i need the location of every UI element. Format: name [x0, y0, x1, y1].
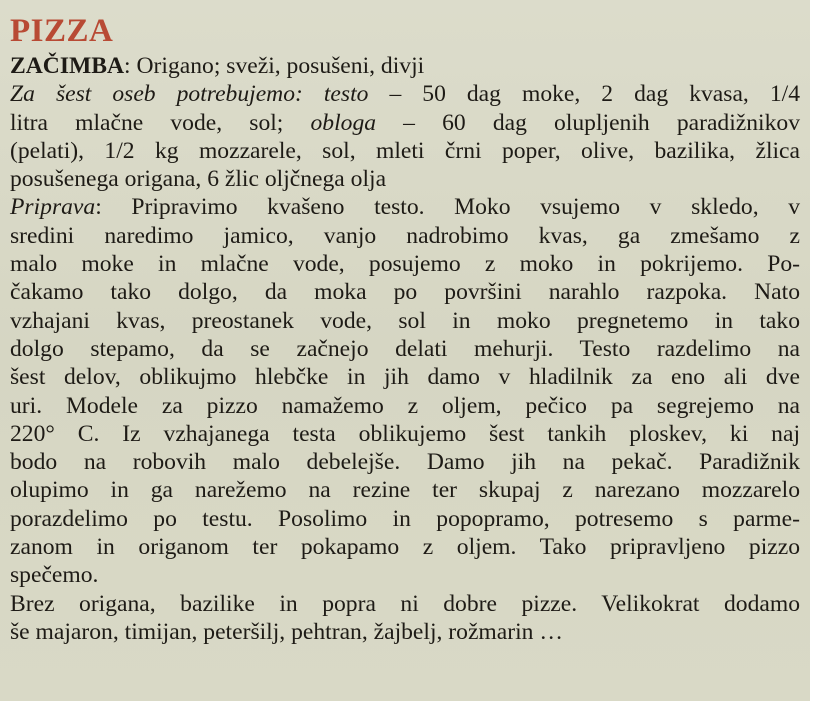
- preparation-line-9: 220° C. Iz vzhajanega testa oblikujemo šest tankih ploskev, ki naj: [10, 420, 800, 447]
- preparation-line-4: čakamo tako dolgo, da moka po površini narahlo razpoka. Nato: [10, 279, 800, 306]
- preparation-line-6: dolgo stepamo, da se začnejo delati mehurji. Testo razdelimo na: [10, 335, 800, 362]
- preparation-line-7: šest delov, oblikujmo hlebčke in jih damo v hladilnik za eno ali dve: [10, 364, 800, 391]
- closing-line-2: še majaron, timijan, peteršilj, pehtran, žajbelj, rožmarin …: [10, 618, 563, 645]
- spice-line: [10, 52, 800, 80]
- ingredients-line-2: [10, 109, 800, 137]
- spice-label: ZAČIMBA: [10, 53, 125, 79]
- preparation-line-11: olupimo in ga narežemo na rezine ter skupaj z narezano mozzarelo: [10, 477, 800, 504]
- preparation-line-3: malo moke in mlačne vode, posujemo z moko in pokrijemo. Po-: [10, 251, 800, 278]
- preparation-text-1: : Pripravimo kvašeno testo. Moko vsujemo v skledo, v: [95, 194, 800, 221]
- preparation-line-13: zanom in origanom ter pokapamo z oljem. Tako pripravljeno pizzo: [10, 534, 800, 561]
- ingredients-line-4: posušenega origana, 6 žlic oljčnega olja: [10, 166, 387, 193]
- ingredients-topping-label: obloga: [310, 109, 377, 136]
- ingredients-line-3: (pelati), 1/2 kg mozzarele, sol, mleti črni poper, olive, bazilika, žlica: [10, 137, 800, 164]
- spice-text: : Origano; sveži, posušeni, divji: [124, 53, 425, 79]
- ingredients-line-1: [10, 80, 800, 108]
- ingredients-text-b: – 60 dag olupljenih paradižnikov: [376, 109, 800, 136]
- preparation-label: Priprava: [10, 194, 96, 221]
- preparation-line-5: vzhajani kvas, preostanek vode, sol in moko pregnetemo in tako: [10, 307, 800, 334]
- closing-line-1: Brez origana, bazilike in popra ni dobre pizze. Velikokrat dodamo: [10, 590, 800, 617]
- preparation-line-14: spečemo.: [10, 562, 99, 589]
- preparation-line-8: uri. Modele za pizzo namažemo z oljem, pečico pa segrejemo na: [10, 392, 800, 419]
- preparation-line-1: [10, 193, 800, 221]
- ingredients-text-a: litra mlačne vode, sol;: [10, 109, 311, 136]
- preparation-line-12: porazdelimo po testu. Posolimo in popopramo, potresemo s parme-: [10, 505, 800, 532]
- ingredients-intro: Za šest oseb potrebujemo: testo: [10, 81, 369, 108]
- preparation-line-2: sredini naredimo jamico, vanjo nadrobimo kvas, ga zmešamo z: [10, 222, 800, 249]
- preparation-line-10: bodo na robovih malo debelejše. Damo jih na pekač. Paradižnik: [10, 449, 800, 476]
- recipe-title: PIZZA: [10, 13, 114, 49]
- ingredients-dough: – 50 dag moke, 2 dag kvasa, 1/4: [368, 81, 800, 108]
